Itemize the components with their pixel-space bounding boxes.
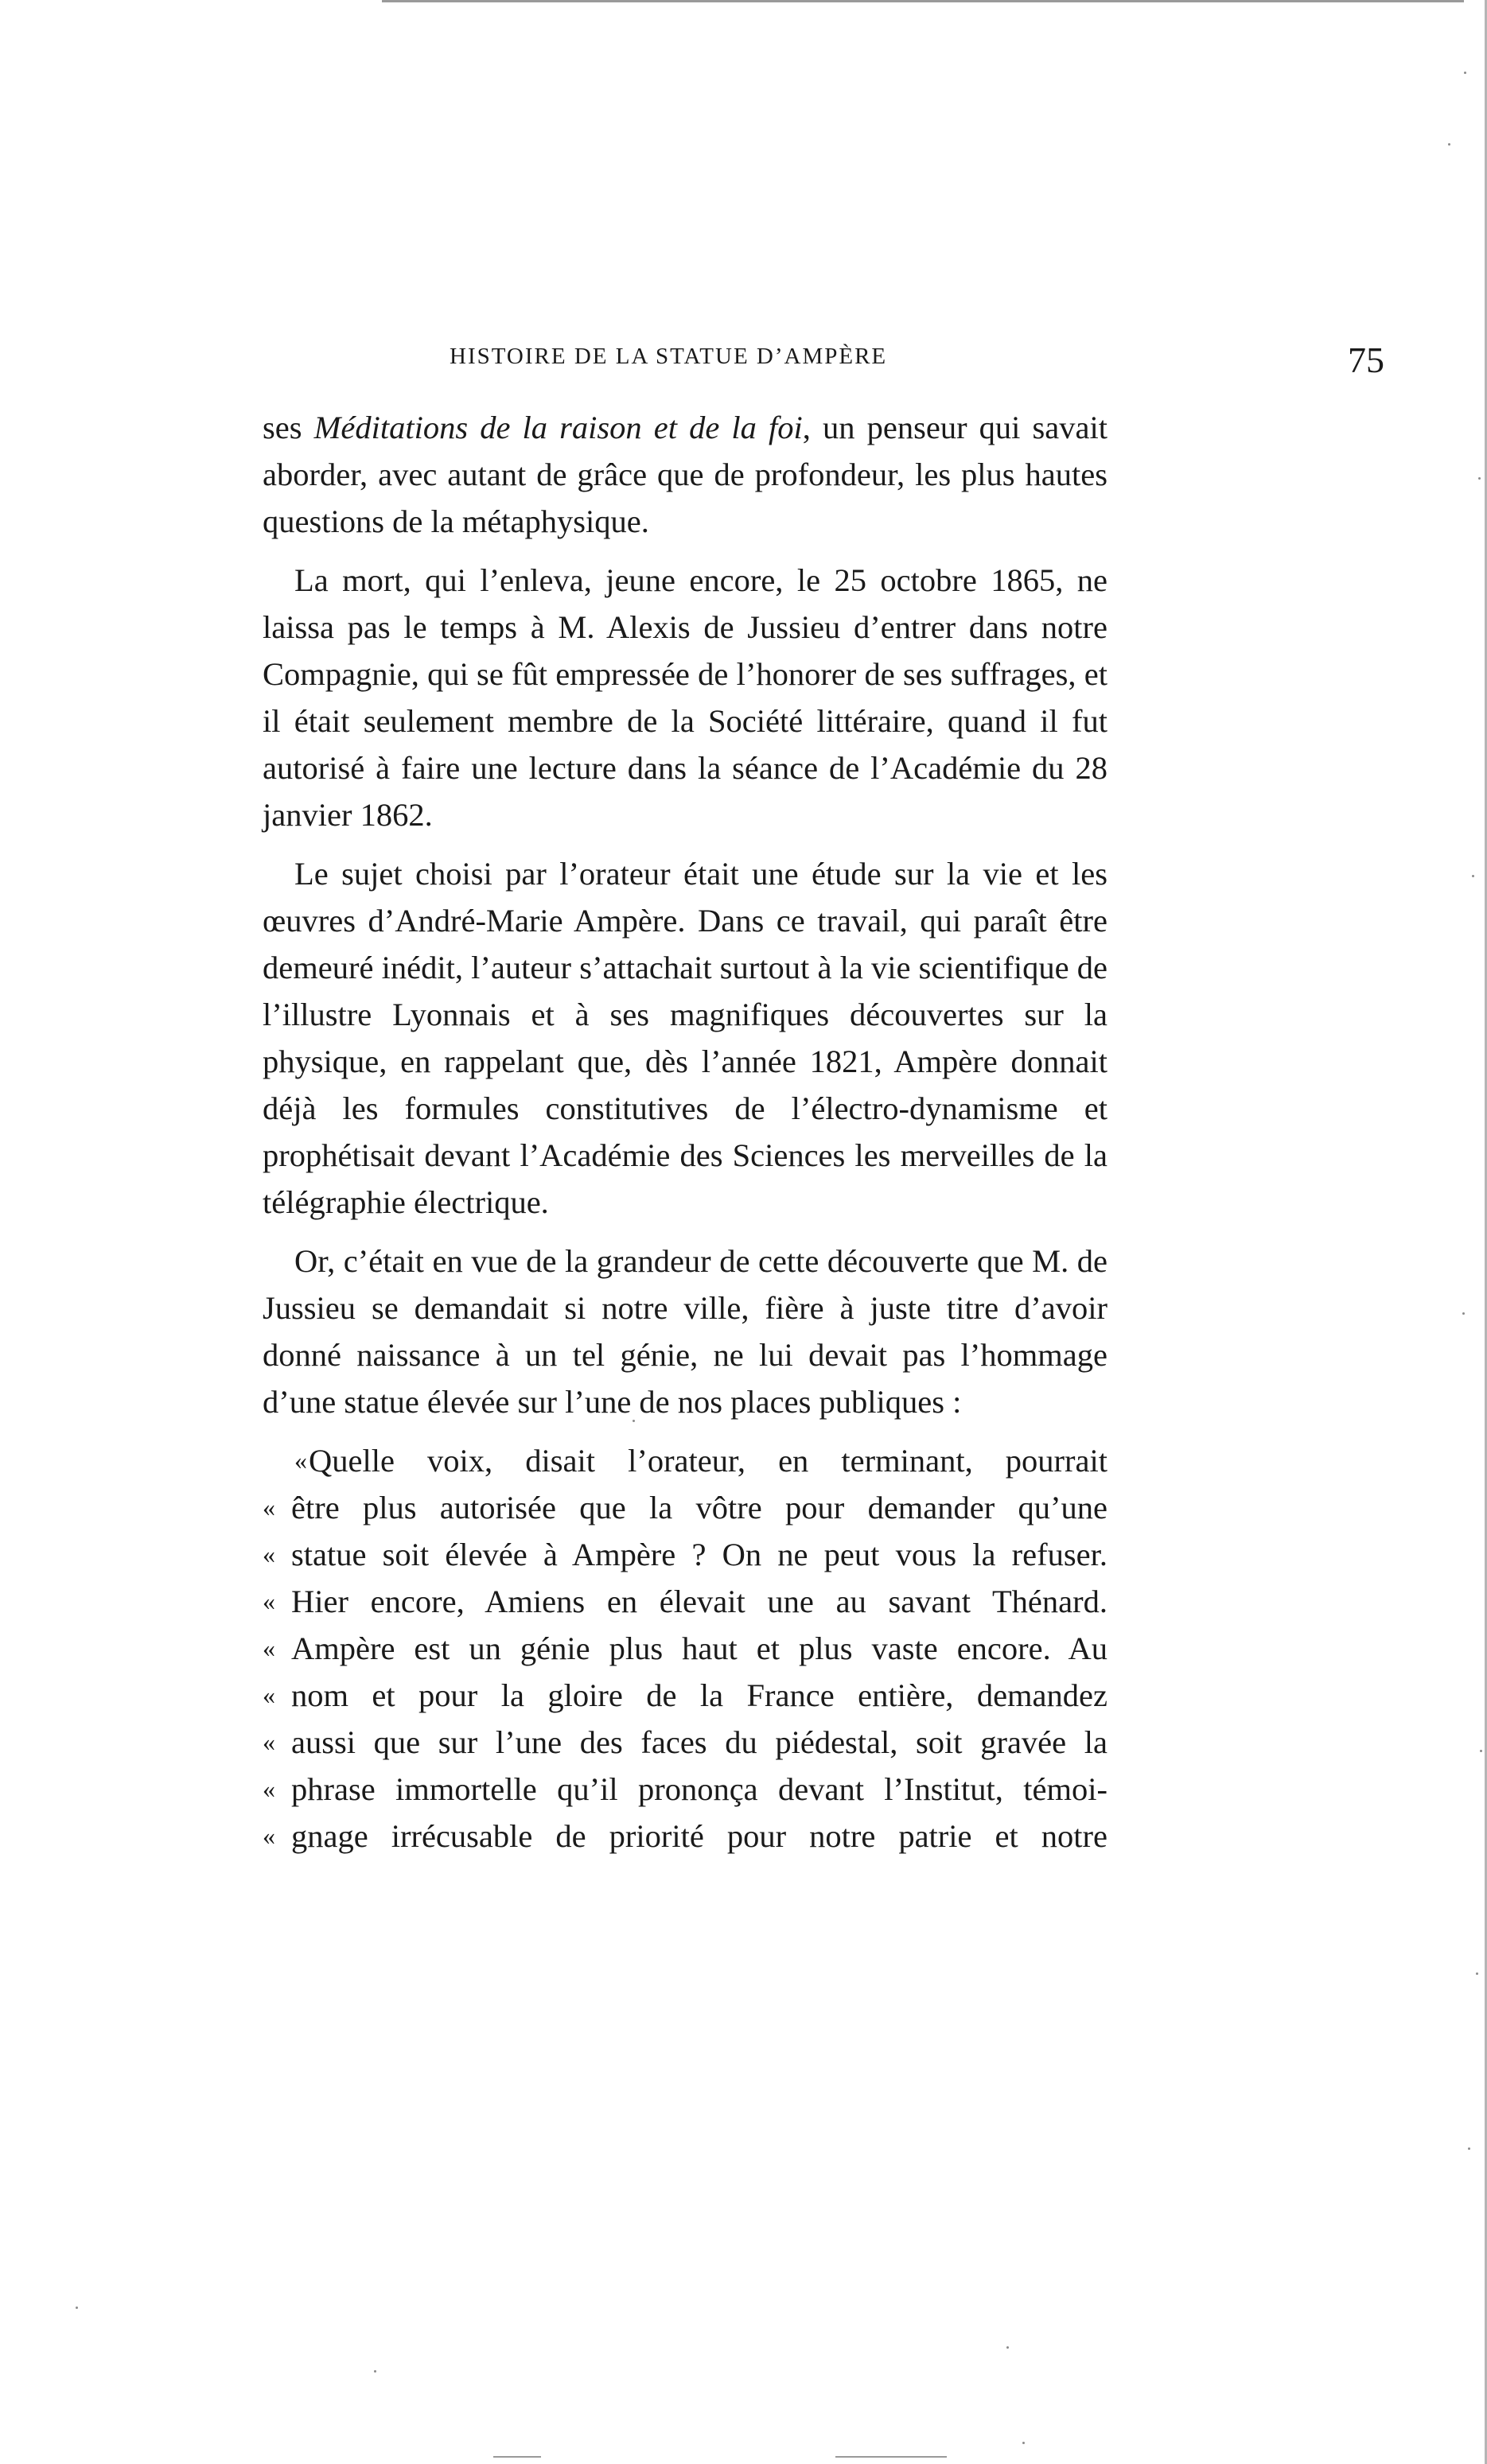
running-head: [450, 342, 1384, 382]
paragraph-text: ses: [263, 410, 314, 445]
paragraph-text: La mort, qui l’enleva, jeune encore, le 25 octobre 1865, ne laissa pas le temps à M. Alexis de Jussieu d’entrer dans notre Compagnie, qui se fût empressée de l’honorer de ses suffrages, et il était seulement membre de la Société littéraire, quand il fut autorisé à faire une lecture dans la séance de l’Académie du 28 janvier 1862.: [263, 562, 1107, 833]
paragraph-list: [263, 404, 1107, 1425]
top-edge-rule: [382, 0, 1464, 2]
quote-line: [263, 1672, 1107, 1719]
paragraph: [263, 850, 1107, 1226]
quote-text: Ampère est un génie plus haut et plus vaste encore. Au: [291, 1630, 1107, 1666]
quote-line: [263, 1484, 1107, 1531]
quote-text: aussi que sur l’une des faces du piédestal, soit gravée la: [291, 1724, 1107, 1760]
paper-speck: [1480, 1750, 1482, 1752]
running-title: HISTOIRE DE LA STATUE D’AMPÈRE: [450, 344, 888, 369]
paragraph-text: Or, c’était en vue de la grandeur de cette découverte que M. de Jussieu se demandait si notre ville, fière à juste titre d’avoir donné naissance à un tel génie, ne lui devait pas l’hommage d’une statue élevée sur l’une de nos places publiques :: [263, 1243, 1107, 1420]
paragraph: [263, 1238, 1107, 1425]
guillemet-mark: «: [263, 1728, 275, 1756]
quote-line: [263, 1813, 1107, 1860]
paper-speck: [1464, 72, 1466, 74]
quote-line: [263, 1719, 1107, 1766]
paragraph-text: , un penseur qui savait aborder, avec autant de grâce que de profondeur, les plus hautes questions de la métaphysique.: [263, 410, 1108, 539]
quote-text: être plus autorisée que la vôtre pour demander qu’une: [291, 1490, 1107, 1525]
paper-speck: [1476, 1972, 1478, 1975]
body-text: [263, 404, 1107, 1860]
paper-speck: [1448, 143, 1450, 146]
guillemet-mark: «: [263, 1681, 275, 1709]
bottom-edge-mark: [835, 2456, 947, 2458]
quote-line: [263, 1578, 1107, 1625]
quote-line: [263, 1531, 1107, 1578]
quote-text: statue soit élevée à Ampère ? On ne peut vous la refuser.: [291, 1537, 1107, 1572]
quote-text: Quelle voix, disait l’orateur, en terminant, pourrait: [309, 1443, 1107, 1479]
bottom-edge-mark: [493, 2456, 541, 2458]
quote-text: Hier encore, Amiens en élevait une au savant Thénard.: [291, 1584, 1107, 1619]
guillemet-mark: «: [263, 1587, 275, 1615]
quotation-block: [263, 1437, 1107, 1860]
quote-line: [263, 1437, 1107, 1484]
quote-line: [263, 1766, 1107, 1813]
guillemet-mark: «: [263, 1634, 275, 1662]
paper-speck: [1022, 2442, 1025, 2444]
paragraph-text: Le sujet choisi par l’orateur était une étude sur la vie et les œuvres d’André-Marie Ampère. Dans ce travail, qui paraît être demeuré inédit, l’auteur s’attachait surtout à la vie scientifique de l’illustre Lyonnais et à ses magnifiques découvertes sur la physique, en rappelant que, dès l’année 1821, Ampère donnait déjà les formules constitutives de l’électro-dynamisme et prophétisait devant l’Académie des Sciences les merveilles de la télégraphie électrique.: [263, 856, 1107, 1220]
quote-text: nom et pour la gloire de la France entière, demandez: [291, 1677, 1107, 1713]
paper-speck: [1478, 477, 1481, 480]
paper-speck: [1462, 1312, 1465, 1315]
quote-text: gnage irrécusable de priorité pour notre patrie et notre: [291, 1818, 1107, 1854]
guillemet-mark: «: [263, 1493, 275, 1522]
paper-speck: [1472, 875, 1474, 877]
paper-speck: [1468, 2147, 1470, 2150]
italic-title: Méditations de la raison et de la foi: [313, 410, 803, 445]
quote-text: phrase immortelle qu’il prononça devant l’Institut, témoi-: [291, 1771, 1107, 1807]
guillemet-mark: «: [294, 1446, 307, 1475]
paragraph: [263, 557, 1107, 838]
guillemet-mark: «: [263, 1774, 275, 1803]
paper-speck: [633, 1420, 635, 1422]
guillemet-mark: «: [263, 1821, 275, 1850]
page-number: 75: [1348, 340, 1384, 380]
quote-line: [263, 1625, 1107, 1672]
paper-speck: [76, 2307, 78, 2309]
paper-speck: [1006, 2346, 1009, 2349]
paper-speck: [374, 2370, 376, 2373]
paragraph: [263, 404, 1107, 545]
guillemet-mark: «: [263, 1540, 275, 1568]
